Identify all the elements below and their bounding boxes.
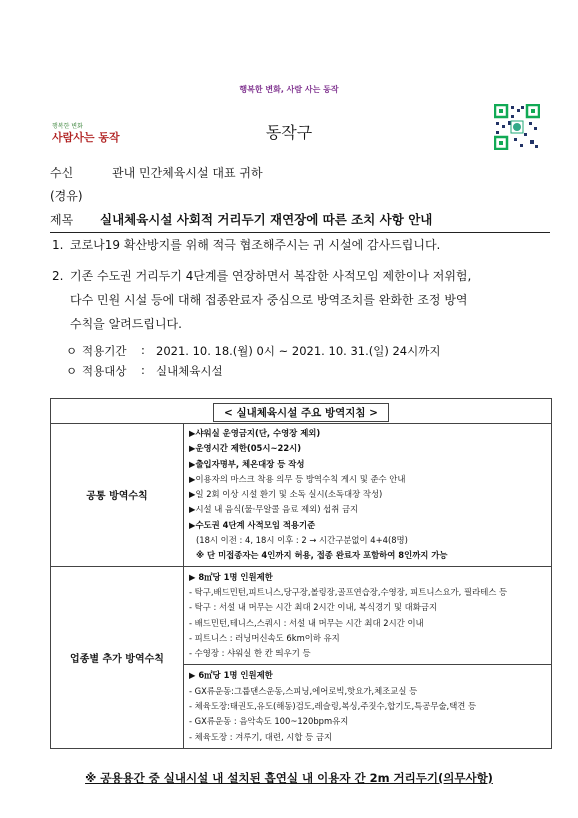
paragraph-2-line1: 기존 수도권 거리두기 4단계를 연장하면서 복잡한 사적모임 제한이나 저위험, (70, 269, 472, 283)
table-header: < 실내체육시설 주요 방역지침 > (213, 403, 389, 422)
group2-line-1: - GX류운동:그룹댄스운동,스피닝,에어로빅,핫요가,체조교실 등 (189, 685, 418, 696)
table-row (51, 566, 552, 748)
logo-small-text: 행복한 변화 (52, 123, 83, 130)
paragraph-2-line2: 다수 민원 시설 등에 대해 접종완료자 중심으로 방역조치를 완화한 조정 방역 (70, 293, 468, 307)
group1-line-3: - 배드민턴,테니스,스쿼시 : 서설 내 머무는 시간 최대 2시간 이내 (189, 617, 424, 628)
recipient-label: 수신 (50, 166, 74, 180)
group1-line-1: - 탁구,배드민턴,피트니스,당구장,볼링장,골프연습장,수영장, 피트니스요가, 필라테스 등 (189, 586, 508, 597)
additional-rules-category: 업종별 추가 방역수칙 (51, 566, 184, 748)
group1-line-2: - 탁구 : 서설 내 머무는 시간 최대 2시간 이내, 복식경기 및 대화금지 (189, 602, 438, 613)
slogan: 행복한 변화, 사람 사는 동작 (239, 85, 339, 94)
target-mark: ㅇ (66, 364, 78, 378)
group2-line-3: - GX류운동 : 음악속도 100~120bpm유지 (189, 716, 349, 727)
group2-title: ▶ 6㎡당 1명 인원제한 (189, 670, 273, 681)
org-name: 동작구 (265, 123, 313, 142)
paragraph-2-number: 2. (52, 269, 64, 283)
recipient-value: 관내 민간체육시설 대표 귀하 (112, 166, 263, 180)
common-rule-2: ▶운영시간 제한(05시~22시) (189, 443, 302, 454)
common-rule-4: ▶이용자의 마스크 착용 의무 등 방역수칙 게시 및 준수 안내 (189, 473, 406, 484)
common-rule-8: (18시 이전 : 4, 18시 이후 : 2 → 시간구분없이 4+4(8명) (196, 535, 408, 546)
paragraph-2-line3: 수칙을 알려드립니다. (70, 317, 182, 331)
subject-title: 실내체육시설 사회적 거리두기 재연장에 따른 조치 사항 안내 (100, 212, 433, 227)
group2-line-2: - 체육도장:태권도,유도(해동)검도,레슬링,복싱,주짓수,합기도,특공무술,택견 등 (189, 701, 477, 712)
common-rule-7: ▶수도권 4단계 사적모임 적용기준 (189, 519, 316, 530)
group2-line-4: - 체육도장 : 겨루기, 대련, 시합 등 금지 (189, 731, 333, 742)
footer-notice: ※ 공용용간 중 실내시설 내 설치된 흡연실 내 이용자 간 2m 거리두기(의무사항) (85, 771, 493, 785)
target-label: 적용대상 (82, 364, 127, 378)
period-value: 2021. 10. 18.(월) 0시 ~ 2021. 10. 31.(일) 24시까지 (156, 344, 441, 358)
common-rule-1: ▶샤워실 운영금지(단, 수영장 제외) (189, 428, 321, 438)
paragraph-1-text: 코로나19 확산방지를 위해 적극 협조해주시는 귀 시설에 감사드립니다. (70, 238, 441, 252)
period-colon: : (141, 343, 145, 357)
common-rules-category: 공통 방역수칙 (51, 424, 184, 567)
period-mark: ㅇ (66, 344, 78, 358)
group1-line-5: - 수영장 : 샤워실 한 칸 띄우기 등 (189, 648, 311, 659)
target-value: 실내체육시설 (156, 364, 223, 378)
target-colon: : (141, 363, 145, 377)
period-label: 적용기간 (82, 344, 127, 358)
group1-title: ▶ 8㎡당 1명 인원제한 (189, 571, 273, 582)
common-rules-cell (184, 424, 552, 567)
common-rule-3: ▶출입자명부, 체온대장 등 작성 (189, 458, 305, 469)
subject-label: 제목 (50, 213, 74, 227)
quarantine-measures-table (50, 398, 552, 749)
qr-code-icon (494, 104, 540, 150)
group1-line-4: - 피트니스 : 러닝머신속도 6km이하 유지 (189, 632, 340, 643)
logo-large-text: 사람사는 동작 (52, 131, 120, 144)
additional-rules-cell (184, 566, 552, 748)
common-rule-5: ▶일 2회 이상 시설 환기 및 소독 실시(소독대장 작성) (189, 489, 383, 500)
paragraph-1-number: 1. (52, 238, 64, 252)
rule-group-8sqm (184, 567, 551, 666)
common-rule-6: ▶시설 내 음식(물·무알콜 음료 제외) 섭취 금지 (189, 504, 359, 515)
via-label: (경유) (50, 189, 83, 203)
table-row (51, 424, 552, 567)
rule-group-6sqm (184, 665, 551, 747)
common-rule-9: ※ 단 미접종자는 4인까지 허용, 접종 완료자 포함하여 8인까지 가능 (196, 550, 448, 561)
table-header-cell (51, 399, 552, 424)
